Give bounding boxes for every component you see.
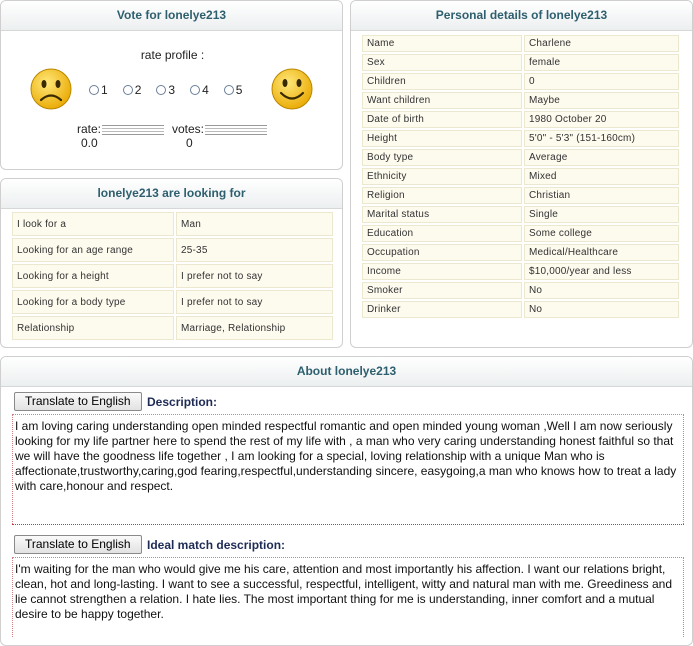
table-row xyxy=(362,111,679,128)
rating-option-2[interactable]: 2 xyxy=(123,83,142,97)
row-value: 1980 October 20 xyxy=(524,111,679,128)
rating-options xyxy=(89,83,242,97)
table-row xyxy=(12,264,333,288)
about-title: About lonelye213 xyxy=(1,357,692,387)
row-value: Average xyxy=(524,149,679,166)
rate-stat xyxy=(77,122,164,136)
sad-face-icon xyxy=(29,67,73,111)
table-row xyxy=(362,35,679,52)
rate-bar xyxy=(102,125,164,135)
row-label: Looking for a body type xyxy=(12,290,174,314)
table-row xyxy=(362,54,679,71)
table-row xyxy=(12,316,333,340)
row-value: No xyxy=(524,282,679,299)
row-label: Relationship xyxy=(12,316,174,340)
ideal-match-text: I'm waiting for the man who would give me his care, attention and most importantly his affection. I want our relations bright, clean, hot and long-lasting. I want to see a successful, respectful, intelligent, witty and natural man with me. Greediness and lie cannot strengthen a relation. I hate lies. The most important thing for me is understanding, inner comfort and a mutual desire to be happy together. xyxy=(12,557,684,637)
divider xyxy=(12,524,684,525)
row-value: I prefer not to say xyxy=(176,290,333,314)
rate-profile-label: rate profile : xyxy=(140,48,205,62)
radio-button[interactable] xyxy=(224,85,234,95)
row-label: Income xyxy=(362,263,522,280)
table-row xyxy=(362,187,679,204)
row-label: Body type xyxy=(362,149,522,166)
table-row xyxy=(362,206,679,223)
ideal-match-label: Ideal match description: xyxy=(147,538,286,552)
row-value: Medical/Healthcare xyxy=(524,244,679,261)
row-label: Ethnicity xyxy=(362,168,522,185)
row-value: Man xyxy=(176,212,333,236)
radio-button[interactable] xyxy=(123,85,133,95)
row-label: Looking for an age range xyxy=(12,238,174,262)
translate-description-button[interactable]: Translate to English xyxy=(14,392,142,411)
personal-details-table xyxy=(360,33,681,320)
row-value: female xyxy=(524,54,679,71)
vote-title: Vote for lonelye213 xyxy=(1,1,342,31)
radio-button[interactable] xyxy=(156,85,166,95)
rating-option-1[interactable]: 1 xyxy=(89,83,108,97)
row-value: I prefer not to say xyxy=(176,264,333,288)
table-row xyxy=(362,244,679,261)
rating-option-3[interactable]: 3 xyxy=(156,83,175,97)
row-value: No xyxy=(524,301,679,318)
row-label: Sex xyxy=(362,54,522,71)
about-panel xyxy=(0,356,693,646)
row-value: Christian xyxy=(524,187,679,204)
happy-face-icon xyxy=(270,67,314,111)
row-value: Some college xyxy=(524,225,679,242)
table-row xyxy=(12,290,333,314)
votes-bar xyxy=(205,125,267,135)
table-row xyxy=(362,282,679,299)
table-row xyxy=(362,130,679,147)
row-label: Smoker xyxy=(362,282,522,299)
description-label: Description: xyxy=(147,395,218,409)
looking-for-table xyxy=(10,210,335,342)
radio-button[interactable] xyxy=(190,85,200,95)
rate-value: 0.0 xyxy=(81,136,98,150)
row-value: Mixed xyxy=(524,168,679,185)
personal-details-title: Personal details of lonelye213 xyxy=(351,1,692,31)
looking-for-panel xyxy=(0,178,343,348)
table-row xyxy=(12,238,333,262)
rating-option-5[interactable]: 5 xyxy=(224,83,243,97)
translate-ideal-match-button[interactable]: Translate to English xyxy=(14,535,142,554)
row-label: Date of birth xyxy=(362,111,522,128)
radio-button[interactable] xyxy=(89,85,99,95)
row-label: Religion xyxy=(362,187,522,204)
row-label: Want children xyxy=(362,92,522,109)
row-label: Children xyxy=(362,73,522,90)
table-row xyxy=(362,263,679,280)
table-row xyxy=(362,92,679,109)
row-label: Marital status xyxy=(362,206,522,223)
row-label: Height xyxy=(362,130,522,147)
description-text: I am loving caring understanding open minded respectful romantic and open minded young woman ,Well I am now seriously looking for my life partner here to spend the rest of my life with , a man who very caring understanding honest faithful so that we will have the goodness life together , I am looking for a special, loving relationship with a unique Man who is affectionate,trustworthy,caring,god fearing,respectful,understanding sincere, easygoing,a man who knows how to treat a lady with care,honour and respect. xyxy=(12,414,684,524)
row-value: Single xyxy=(524,206,679,223)
table-row xyxy=(362,73,679,90)
row-label: Drinker xyxy=(362,301,522,318)
looking-for-title: lonelye213 are looking for xyxy=(1,179,342,209)
table-row xyxy=(362,149,679,166)
table-row xyxy=(362,168,679,185)
votes-value: 0 xyxy=(186,136,193,150)
vote-panel xyxy=(0,0,343,170)
table-row xyxy=(362,225,679,242)
table-row xyxy=(12,212,333,236)
rating-option-4[interactable]: 4 xyxy=(190,83,209,97)
votes-stat xyxy=(172,122,267,136)
row-value: 25-35 xyxy=(176,238,333,262)
votes-label: votes: xyxy=(172,122,205,136)
row-label: Looking for a height xyxy=(12,264,174,288)
row-value: Charlene xyxy=(524,35,679,52)
table-row xyxy=(362,301,679,318)
row-label: I look for a xyxy=(12,212,174,236)
row-label: Education xyxy=(362,225,522,242)
row-value: Marriage, Relationship xyxy=(176,316,333,340)
personal-details-panel xyxy=(350,0,693,348)
rate-label: rate: xyxy=(77,122,102,136)
row-value: 5'0" - 5'3" (151-160cm) xyxy=(524,130,679,147)
row-label: Occupation xyxy=(362,244,522,261)
row-label: Name xyxy=(362,35,522,52)
row-value: Maybe xyxy=(524,92,679,109)
row-value: 0 xyxy=(524,73,679,90)
row-value: $10,000/year and less xyxy=(524,263,679,280)
